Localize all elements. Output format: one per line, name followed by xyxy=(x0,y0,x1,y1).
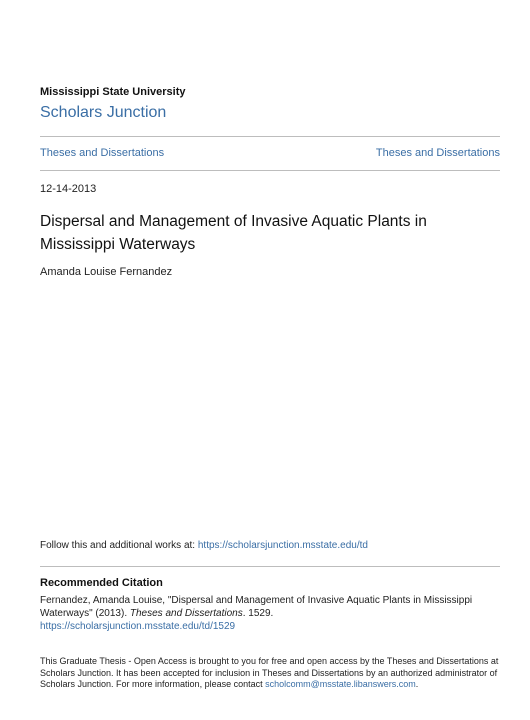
follow-prefix: Follow this and additional works at: xyxy=(40,540,198,551)
divider-nav xyxy=(40,170,500,171)
citation-number: . 1529. xyxy=(242,608,274,619)
repository-name[interactable]: Scholars Junction xyxy=(40,104,167,121)
title-line-2: Mississippi Waterways xyxy=(40,236,196,253)
title-line-1: Dispersal and Management of Invasive Aquatic Plants in xyxy=(40,213,427,230)
citation-text: Fernandez, Amanda Louise, "Dispersal and Management of Invasive Aquatic Plants in Mississippi Waterways" (2013). xyxy=(40,595,473,619)
notice-end: . xyxy=(415,679,419,689)
divider-citation xyxy=(40,566,500,567)
divider-top xyxy=(40,136,500,137)
citation-heading: Recommended Citation xyxy=(40,577,163,589)
access-notice xyxy=(40,656,500,691)
citation-series: Theses and Dissertations xyxy=(129,608,243,619)
document-title xyxy=(40,210,480,256)
citation-block xyxy=(40,594,500,633)
author-name: Amanda Louise Fernandez xyxy=(40,266,173,278)
collection-link-left[interactable]: Theses and Dissertations xyxy=(40,147,165,159)
citation-url-link[interactable]: https://scholarsjunction.msstate.edu/td/1529 xyxy=(40,621,236,632)
institution-name: Mississippi State University xyxy=(40,86,186,98)
follow-url-link[interactable]: https://scholarsjunction.msstate.edu/td xyxy=(197,540,368,551)
publication-date: 12-14-2013 xyxy=(40,183,97,195)
contact-email-link[interactable]: scholcomm@msstate.libanswers.com xyxy=(265,679,416,689)
notice-text: This Graduate Thesis - Open Access is brought to you for free and open access by the Theses and Dissertations at Scholars Junction. It has been accepted for inclusion in Theses and Dissertations by an authorized administrator of Scholars Junction. For more information, please contact xyxy=(40,656,499,689)
follow-line xyxy=(40,540,368,551)
collection-link-right[interactable]: Theses and Dissertations xyxy=(375,147,500,159)
